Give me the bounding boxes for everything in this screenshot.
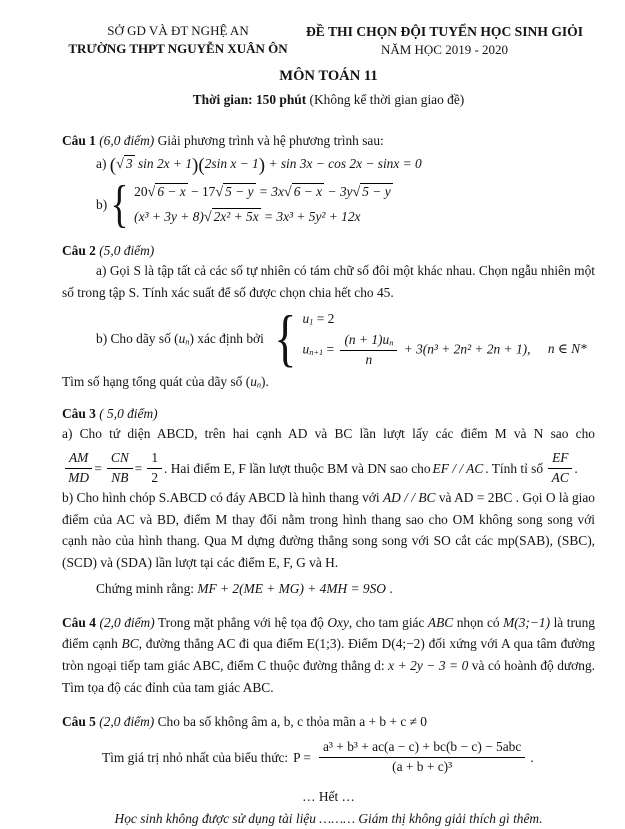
q3b-text2: và AD = 2BC . Gọi O là giao điểm của AC và BD, điểm M thay đổi nằm trong hình thang sao cho OM không song song với cạnh nào của hình thang. Qua M dựng đường thẳng song song với SO cắt các mp(SAB), (SBC), (SCD) và (SDA) lần lượt tại các điểm E, F, G và H.	[62, 489, 595, 571]
q3a-parallel: EF / / AC	[432, 460, 484, 476]
radical-sign: √	[283, 184, 292, 201]
radical	[284, 184, 324, 199]
period: .	[385, 581, 393, 597]
footer-note: Học sinh không được sử dụng tài liệu ……… Giám thị không giải thích gì thêm.	[114, 811, 543, 827]
outro-text1: Tìm số hạng tổng quát của dãy số (	[62, 373, 251, 389]
q1b-label: b)	[96, 197, 108, 213]
q2b-prefix	[96, 329, 264, 348]
q1a-tail: + sin 3x − cos 2x − sinx = 0	[268, 156, 422, 172]
system-brace: {	[110, 175, 129, 233]
department-name: SỞ GD VÀ ĐT NGHỆ AN	[107, 23, 249, 38]
q2-points: (5,0 điểm)	[99, 242, 155, 258]
question-4	[62, 612, 595, 699]
fraction	[548, 450, 572, 487]
question-5	[62, 712, 595, 776]
q2b-text2: ) xác định bởi	[189, 330, 264, 346]
radical-sign: √	[147, 184, 156, 201]
outro-text2: ).	[261, 373, 269, 389]
fraction-denominator: (a + b + c)³	[392, 759, 453, 775]
title-block	[294, 22, 595, 59]
radicand: 3	[125, 156, 133, 172]
question-3	[62, 404, 595, 599]
radical	[204, 209, 261, 224]
num-text: (n + 1)u	[344, 332, 390, 348]
fraction-denominator: n	[365, 351, 373, 367]
q1-part-b-system	[96, 175, 595, 233]
fraction-numerator: a³ + b³ + ac(a − c) + bc(b − c) − 5abc	[319, 739, 525, 758]
condition: n ∈ N*	[547, 341, 587, 357]
q3b-text1: b) Cho hình chóp S.ABCD có đáy ABCD là hình thang với	[62, 489, 383, 505]
q1b-line2	[134, 207, 393, 228]
q3b-parallel: AD / / BC	[382, 489, 436, 505]
fraction	[340, 332, 397, 369]
radicand: 5 − y	[362, 184, 391, 200]
q4-math3: M(3;−1)	[503, 614, 551, 630]
seq-var: u	[178, 330, 186, 346]
q3a-text2: . Tính tỉ số	[485, 460, 544, 476]
open-paren: (	[198, 155, 205, 177]
proof-label: Chứng minh rằng:	[96, 581, 198, 597]
fraction-numerator	[340, 332, 397, 351]
radicand: 5 − y	[225, 184, 254, 200]
seq-var: u	[250, 373, 257, 389]
fraction	[107, 450, 133, 487]
q1a-term1: sin 2x + 1	[137, 156, 193, 172]
q1a-term2: 2sin x − 1	[204, 156, 259, 172]
q3a-text1: . Hai điểm E, F lần lượt thuộc BM và DN sao cho	[164, 460, 431, 476]
fraction-numerator: 1	[147, 450, 162, 469]
q3-part-a-line1: a) Cho tứ diện ABCD, trên hai cạnh AD và BC lần lượt lấy các điểm M và N sao cho	[62, 426, 595, 442]
q2-outro	[62, 372, 595, 391]
q4-math5: x + 2y − 3 = 0	[388, 658, 469, 674]
q3-heading	[62, 404, 595, 423]
q2b-line1	[303, 309, 587, 328]
q4-text3: nhọn có	[453, 614, 504, 630]
coef: 20	[134, 184, 148, 200]
radicand: 2x² + 5x	[213, 208, 259, 224]
question-1	[62, 131, 595, 233]
subject-title: MÔN TOÁN 11	[279, 68, 378, 85]
op: − 17	[191, 184, 216, 200]
fraction-denominator: NB	[111, 470, 129, 486]
issuer-block	[62, 22, 294, 59]
q1-points: (6,0 điểm)	[99, 132, 155, 148]
op: = 3x	[258, 184, 284, 200]
q4-label: Câu 4	[62, 614, 96, 630]
close-paren: )	[192, 155, 199, 177]
q2b-line2	[303, 332, 587, 369]
seq-sub: 1	[309, 317, 314, 327]
radical-sign: √	[352, 184, 361, 201]
seq-sub: n+1	[309, 348, 324, 358]
seq-var: u	[302, 310, 310, 326]
q2-heading	[62, 241, 595, 260]
system-brace: {	[274, 302, 297, 374]
q4-math2: ABC	[427, 614, 454, 630]
q2-part-b	[96, 302, 595, 374]
duration-line	[62, 90, 595, 109]
q5-heading	[62, 712, 595, 731]
q2b-system-lines	[303, 309, 587, 369]
seq-sub: n	[185, 337, 190, 347]
radical-sign: √	[116, 156, 124, 173]
op: − 3y	[327, 184, 353, 200]
q5-points: (2,0 điểm)	[99, 713, 155, 729]
q5-condition: a + b + c ≠ 0	[359, 713, 428, 729]
question-2	[62, 241, 595, 392]
radical	[215, 184, 255, 199]
radicand: 6 − x	[293, 184, 323, 200]
q1a-label: a)	[96, 156, 107, 172]
equals-sign: =	[134, 460, 143, 476]
q4-text2: , cho tam giác	[348, 614, 428, 630]
fraction-numerator: AM	[65, 450, 92, 469]
q3-label: Câu 3	[62, 406, 96, 421]
equals-sign: =	[326, 341, 335, 357]
fraction-numerator: EF	[548, 450, 572, 469]
q1b-system-lines	[134, 182, 393, 227]
exam-title: ĐỀ THI CHỌN ĐỘI TUYỂN HỌC SINH GIỎI	[305, 24, 584, 39]
school-year: NĂM HỌC 2019 - 2020	[380, 42, 509, 58]
q4-math4: BC	[121, 636, 139, 652]
q3-points: ( 5,0 điểm)	[99, 406, 158, 421]
q3-proof-line	[96, 579, 595, 598]
fraction	[147, 450, 162, 487]
q4-points: (2,0 điểm)	[99, 614, 155, 630]
q1b-line1	[134, 182, 393, 203]
poly: (x³ + 3y + 8)	[134, 208, 204, 224]
radicand: 6 − x	[157, 184, 186, 200]
seq-sub: n	[389, 338, 394, 348]
fraction-numerator: CN	[107, 450, 133, 469]
q4-math1: Oxy	[327, 614, 349, 630]
q5-text1: Cho ba số không âm a, b, c thỏa mãn	[154, 713, 360, 729]
q5-text2: Tìm giá trị nhỏ nhất của biểu thức:	[102, 749, 289, 765]
q2b-text1: b) Cho dãy số (	[96, 330, 179, 346]
equals-sign: =	[94, 460, 102, 476]
proof-equation: MF + 2(ME + MG) + 4MH = 9SO	[197, 581, 386, 597]
fraction	[319, 739, 525, 776]
radical-sign: √	[215, 184, 224, 201]
q3-part-a-line2	[62, 450, 595, 487]
seq-sub: n	[256, 380, 262, 390]
value: = 2	[316, 310, 335, 326]
seq-var: u	[302, 341, 310, 357]
q4-text4: là trung điểm cạnh	[62, 614, 596, 652]
tail: + 3(n³ + 2n² + 2n + 1),	[403, 341, 531, 357]
close-paren: )	[258, 155, 266, 177]
q3-part-b	[62, 487, 595, 574]
fraction-denominator: AC	[551, 470, 569, 486]
duration-note: (Không kể thời gian giao đề)	[306, 92, 465, 108]
q2-label: Câu 2	[62, 242, 96, 258]
q2-part-a: a) Gọi S là tập tất cả các số tự nhiên có tám chữ số đôi một khác nhau. Chọn ngẫu nhiên một số trong tập S. Tính xác suất để số được chọn chia hết cho 45.	[62, 262, 595, 300]
period: .	[530, 749, 534, 765]
fraction-denominator: MD	[68, 470, 90, 486]
end-marker: … Hết …	[302, 788, 355, 804]
q1-part-a-equation	[96, 154, 595, 175]
rhs: = 3x³ + 5y² + 12x	[264, 208, 361, 224]
fraction	[65, 450, 92, 487]
duration-value: Thời gian: 150 phút	[192, 92, 307, 108]
radical	[352, 184, 392, 199]
q4-text1: Trong mặt phẳng với hệ tọa độ	[154, 614, 328, 630]
q1-label: Câu 1	[62, 132, 96, 148]
q1-intro: Giải phương trình và hệ phương trình sau:	[157, 132, 384, 148]
q4-text6: và có hoành độ dương. Tìm tọa độ các đỉnh của tam giác ABC.	[62, 658, 596, 696]
fraction-denominator: 2	[151, 470, 159, 486]
exam-header	[62, 22, 595, 59]
open-paren: (	[109, 155, 117, 177]
school-name: TRƯỜNG THPT NGUYỄN XUÂN ÔN	[68, 41, 288, 57]
q5-lhs: P =	[293, 749, 311, 765]
q1-heading	[62, 131, 595, 150]
period: .	[574, 460, 578, 476]
q5-formula-row	[102, 739, 595, 776]
radical	[116, 156, 135, 171]
radical-sign: √	[203, 208, 212, 225]
q4-text5: , đường thẳng AC đi qua điểm E(1;3). Điểm D(4;−2) đối xứng với A qua tâm đường tròn ngoại tiếp tam giác ABC, điểm C thuộc đường thẳng d:	[62, 636, 596, 674]
radical	[148, 184, 188, 199]
q4-paragraph	[62, 612, 595, 699]
q5-label: Câu 5	[62, 713, 96, 729]
